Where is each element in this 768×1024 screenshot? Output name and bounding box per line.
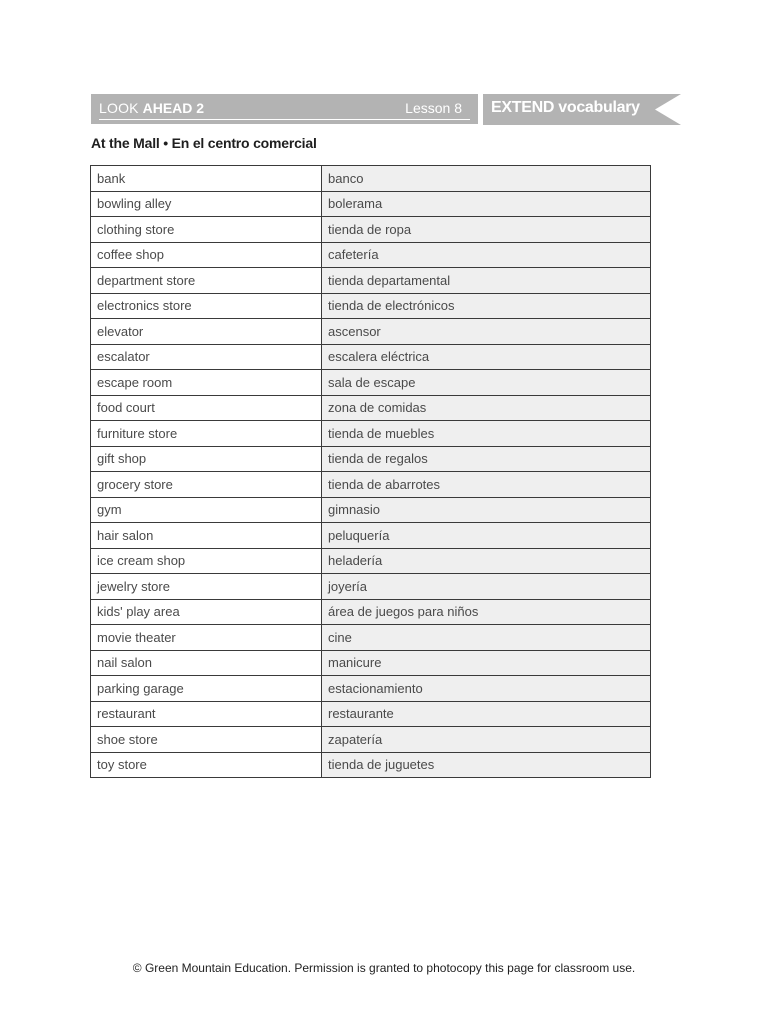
english-term: movie theater — [91, 625, 322, 651]
english-term: grocery store — [91, 472, 322, 498]
table-row — [91, 370, 651, 396]
table-row — [91, 548, 651, 574]
table-row — [91, 599, 651, 625]
table-row — [91, 421, 651, 447]
vocabulary-table-body — [91, 166, 651, 778]
table-row — [91, 523, 651, 549]
english-term: department store — [91, 268, 322, 294]
spanish-term: gimnasio — [322, 497, 651, 523]
english-term: escape room — [91, 370, 322, 396]
english-term: elevator — [91, 319, 322, 345]
table-row — [91, 472, 651, 498]
series-title — [99, 100, 204, 116]
english-term: gym — [91, 497, 322, 523]
table-row — [91, 727, 651, 753]
spanish-term: zapatería — [322, 727, 651, 753]
table-row — [91, 344, 651, 370]
copyright-footer: © Green Mountain Education. Permission is granted to photocopy this page for classroom use. — [132, 961, 636, 975]
english-term: clothing store — [91, 217, 322, 243]
english-term: escalator — [91, 344, 322, 370]
table-row — [91, 395, 651, 421]
spanish-term: bolerama — [322, 191, 651, 217]
spanish-term: sala de escape — [322, 370, 651, 396]
spanish-term: joyería — [322, 574, 651, 600]
vocabulary-table — [90, 165, 651, 778]
extend-banner — [483, 94, 681, 125]
spanish-term: peluquería — [322, 523, 651, 549]
table-row — [91, 293, 651, 319]
table-row — [91, 191, 651, 217]
english-term: nail salon — [91, 650, 322, 676]
table-row — [91, 242, 651, 268]
spanish-term: restaurante — [322, 701, 651, 727]
english-term: coffee shop — [91, 242, 322, 268]
english-term: bank — [91, 166, 322, 192]
lesson-label: Lesson 8 — [405, 100, 462, 116]
table-row — [91, 752, 651, 778]
header-divider — [99, 119, 470, 120]
spanish-term: cafetería — [322, 242, 651, 268]
spanish-term: tienda de muebles — [322, 421, 651, 447]
english-term: jewelry store — [91, 574, 322, 600]
series-name: AHEAD 2 — [142, 100, 205, 116]
table-row — [91, 319, 651, 345]
english-term: parking garage — [91, 676, 322, 702]
table-row — [91, 268, 651, 294]
table-row — [91, 166, 651, 192]
spanish-term: banco — [322, 166, 651, 192]
table-row — [91, 497, 651, 523]
spanish-term: ascensor — [322, 319, 651, 345]
table-row — [91, 574, 651, 600]
english-term: ice cream shop — [91, 548, 322, 574]
spanish-term: tienda de abarrotes — [322, 472, 651, 498]
series-prefix: LOOK — [99, 100, 139, 116]
spanish-term: tienda de juguetes — [322, 752, 651, 778]
table-row — [91, 676, 651, 702]
table-row — [91, 625, 651, 651]
english-term: toy store — [91, 752, 322, 778]
banner-label: EXTEND vocabulary — [491, 99, 640, 116]
spanish-term: estacionamiento — [322, 676, 651, 702]
english-term: gift shop — [91, 446, 322, 472]
spanish-term: tienda de ropa — [322, 217, 651, 243]
spanish-term: tienda departamental — [322, 268, 651, 294]
page-title: At the Mall • En el centro comercial — [91, 135, 317, 151]
english-term: restaurant — [91, 701, 322, 727]
header-bar — [91, 94, 478, 124]
spanish-term: manicure — [322, 650, 651, 676]
spanish-term: cine — [322, 625, 651, 651]
english-term: food court — [91, 395, 322, 421]
english-term: furniture store — [91, 421, 322, 447]
english-term: kids' play area — [91, 599, 322, 625]
spanish-term: zona de comidas — [322, 395, 651, 421]
spanish-term: escalera eléctrica — [322, 344, 651, 370]
spanish-term: área de juegos para niños — [322, 599, 651, 625]
spanish-term: heladería — [322, 548, 651, 574]
table-row — [91, 217, 651, 243]
table-row — [91, 701, 651, 727]
spanish-term: tienda de electrónicos — [322, 293, 651, 319]
table-row — [91, 446, 651, 472]
table-row — [91, 650, 651, 676]
english-term: hair salon — [91, 523, 322, 549]
spanish-term: tienda de regalos — [322, 446, 651, 472]
english-term: electronics store — [91, 293, 322, 319]
english-term: bowling alley — [91, 191, 322, 217]
english-term: shoe store — [91, 727, 322, 753]
